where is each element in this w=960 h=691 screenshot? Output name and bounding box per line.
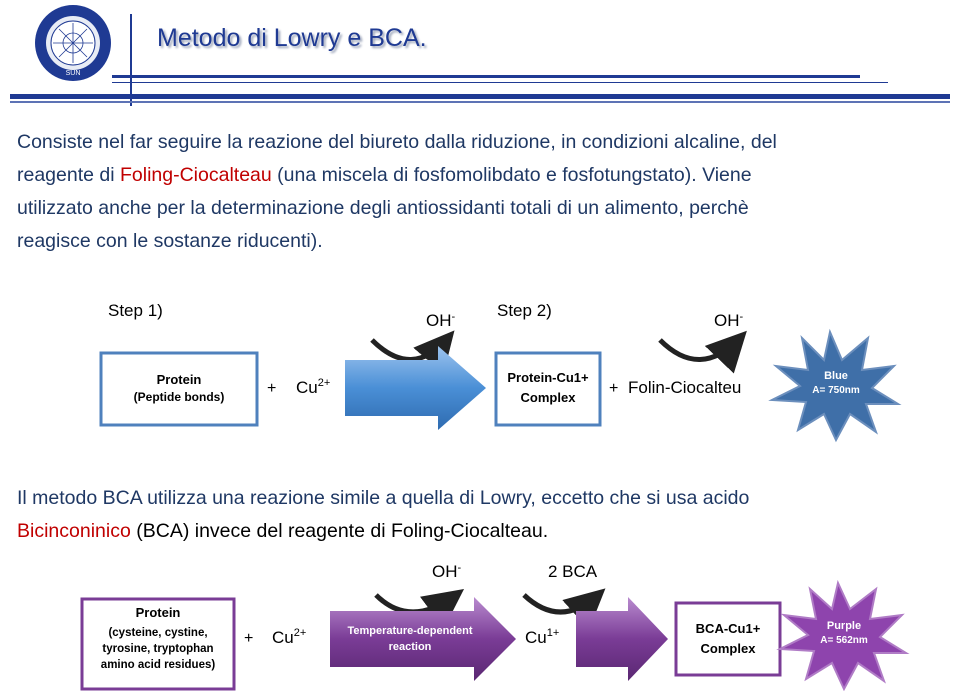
plus-sign: + xyxy=(244,630,254,647)
header-rule-thin xyxy=(112,82,888,83)
bca-line-1: Il metodo BCA utilizza una reazione simile a quella di Lowry, eccetto che si usa acido xyxy=(17,487,750,509)
complex-box xyxy=(676,603,780,675)
intro-line-4: reagisce con le sostanze riducenti). xyxy=(17,230,323,252)
curved-arrow-icon xyxy=(660,338,740,360)
arrow-label-1: Temperature-dependent xyxy=(347,625,473,637)
bca-reagent-label: 2 BCA xyxy=(548,562,598,581)
cu-ion: $Cu^{2+}$ xyxy=(296,377,331,397)
curved-arrow-icon xyxy=(376,595,456,612)
header-rule xyxy=(112,75,860,78)
complex-box xyxy=(496,353,600,425)
intro-line-1: Consiste nel far seguire la reazione del biureto dalla riduzione, in condizioni alcaline, del xyxy=(17,131,777,153)
star-label-1: Purple xyxy=(826,620,862,632)
seal-abbr: SUN xyxy=(65,70,81,77)
cu1-ion: $Cu^{1+}$ xyxy=(525,627,560,647)
amino-acids-line-3: amino acid residues) xyxy=(100,659,216,671)
bca-line-2: Bicinconinico (BCA) invece del reagente di Foling-Ciocalteau. xyxy=(17,520,549,542)
reagent-label: Folin-Ciocalteu xyxy=(628,378,742,397)
reaction-arrow-2 xyxy=(576,597,668,681)
complex-label-2: Complex xyxy=(700,641,756,656)
lowry-diagram xyxy=(0,290,960,450)
complex-label-1: BCA-Cu1+ xyxy=(695,621,761,636)
protein-box xyxy=(101,353,257,425)
arrow-label-2: reaction xyxy=(388,641,432,653)
amino-acids-line-1: (cysteine, cystine, xyxy=(108,627,208,639)
header-rule-bottom-thin xyxy=(10,101,950,103)
bca-diagram xyxy=(0,555,960,691)
complex-label-1: Protein-Cu1+ xyxy=(507,370,589,385)
peptide-label: (Peptide bonds) xyxy=(133,390,225,404)
reagent-name: Foling-Ciocalteau xyxy=(120,164,272,186)
header-rule-bottom xyxy=(10,94,950,99)
university-seal xyxy=(33,3,113,83)
oh-label-1: OH- xyxy=(426,311,456,330)
amino-acids-line-2: tyrosine, tryptophan xyxy=(102,643,214,655)
plus-sign-2: + xyxy=(609,380,619,397)
protein-label: Protein xyxy=(135,605,181,620)
header-vertical-rule xyxy=(130,14,132,106)
complex-label-2: Complex xyxy=(520,390,576,405)
star-label-1: Blue xyxy=(824,370,848,382)
intro-line-3: utilizzato anche per la determinazione degli antiossidanti totali di un alimento, perchè xyxy=(17,197,749,219)
protein-label: Protein xyxy=(156,372,202,387)
step-1-label: Step 1) xyxy=(108,301,163,320)
plus-sign: + xyxy=(267,380,277,397)
oh-label-3: OH- xyxy=(432,562,462,581)
intro-paragraph xyxy=(17,126,952,258)
bca-paragraph xyxy=(17,482,952,548)
star-label-2: A= 750nm xyxy=(812,385,860,396)
intro-line-2: reagente di Foling-Ciocalteau (una miscela di fosfomolibdato e fosfotungstato). Viene xyxy=(17,164,752,186)
curved-arrow-icon xyxy=(524,595,598,612)
star-label-2: A= 562nm xyxy=(820,635,868,646)
page-title: Metodo di Lowry e BCA. xyxy=(157,24,427,52)
bca-acid-name: Bicinconinico xyxy=(17,520,131,542)
curved-arrow-icon xyxy=(372,338,448,360)
oh-label-2: OH- xyxy=(714,311,744,330)
cu-ion: $Cu^{2+}$ xyxy=(272,627,307,647)
step-2-label: Step 2) xyxy=(497,301,552,320)
